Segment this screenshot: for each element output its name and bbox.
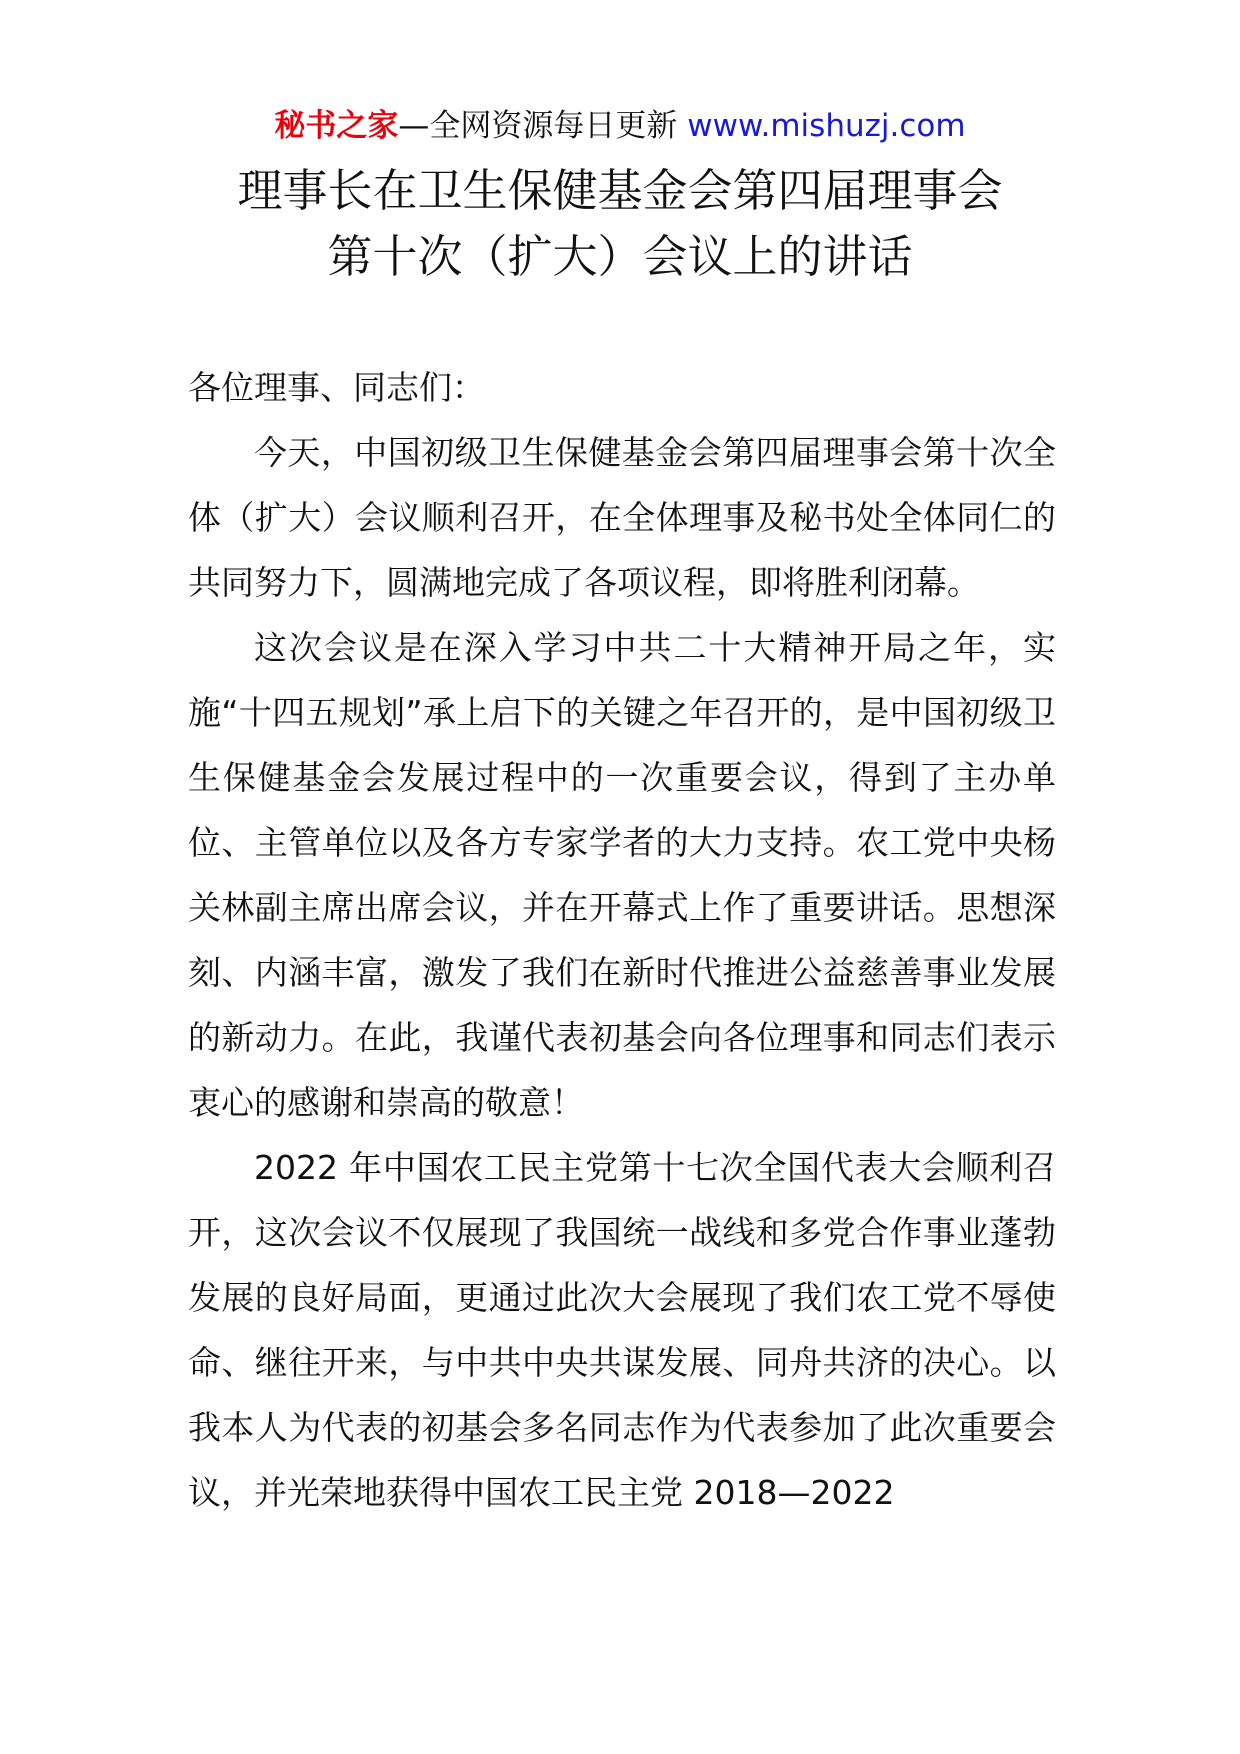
banner-tagline: —全网资源每日更新 — [398, 108, 688, 144]
paragraph-3: 2022 年中国农工民主党第十七次全国代表大会顺利召开，这次会议不仅展现了我国统一战线和多党合作事业蓬勃发展的良好局面，更通过此次大会展现了我们农工党不辱使命、继往开来，与中共中央共谋发展、同舟共济的决心。以我本人为代表的初基会多名同志作为代表参加了此次重要会议，并光荣地获得中国农工民主党 2018—2022 — [188, 1148, 1056, 1512]
document-body — [188, 355, 1056, 1525]
title-line-2: 第十次（扩大）会议上的讲话 — [327, 230, 913, 283]
salutation: 各位理事、同志们： — [188, 368, 485, 407]
document-title — [0, 158, 1240, 290]
site-banner — [0, 104, 1240, 148]
site-url[interactable]: www.mishuzj.com — [687, 108, 966, 144]
title-line-1: 理事长在卫生保健基金会第四届理事会 — [237, 164, 1003, 217]
brand-name: 秘书之家 — [274, 108, 399, 144]
paragraph-2: 这次会议是在深入学习中共二十大精神开局之年，实施“十四五规划”承上启下的关键之年召开的，是中国初级卫生保健基金会发展过程中的一次重要会议，得到了主办单位、主管单位以及各方专家学者的大力支持。农工党中央杨关林副主席出席会议，并在开幕式上作了重要讲话。思想深刻、内涵丰富，激发了我们在新时代推进公益慈善事业发展的新动力。在此，我谨代表初基会向各位理事和同志们表示衷心的感谢和崇高的敬意！ — [188, 628, 1056, 1122]
paragraph-1: 今天，中国初级卫生保健基金会第四届理事会第十次全体（扩大）会议顺利召开，在全体理事及秘书处全体同仁的共同努力下，圆满地完成了各项议程，即将胜利闭幕。 — [188, 433, 1056, 602]
